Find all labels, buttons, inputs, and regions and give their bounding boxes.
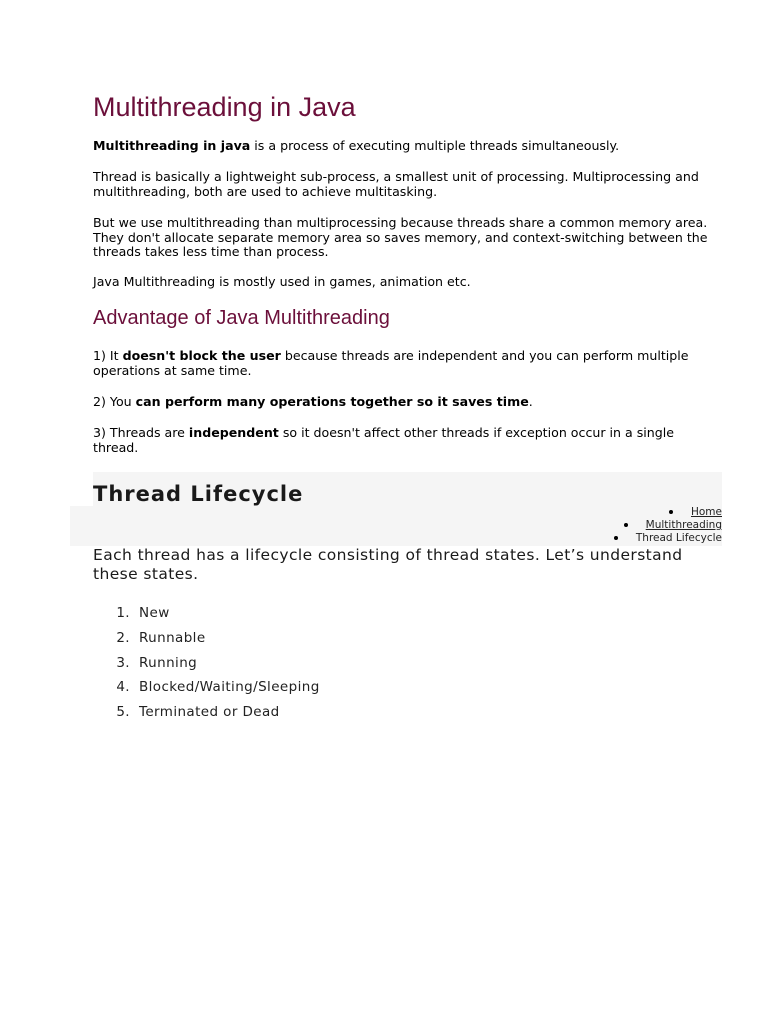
list-item-number: 5.: [116, 704, 130, 721]
bullet-icon: [624, 523, 628, 527]
list-item-label: Runnable: [139, 629, 206, 646]
advantage-item-3-pre: 3) Threads are: [93, 425, 189, 440]
advantage-item-3-bold: independent: [188, 425, 279, 440]
list-item-label: New: [139, 605, 170, 621]
list-item-number: 3.: [116, 654, 130, 671]
advantage-item-1-pre: 1) It: [93, 348, 123, 363]
list-item: [93, 675, 320, 700]
advantage-item-2-post: .: [528, 394, 533, 409]
advantage-item-2: [93, 395, 723, 410]
lifecycle-intro: Each thread has a lifecycle consisting of thread states. Let’s understand these states.: [93, 546, 683, 583]
breadcrumb-item-home[interactable]: [614, 506, 722, 519]
thread-states-list: [93, 601, 320, 725]
list-item-number: 1.: [116, 605, 130, 621]
intro-paragraph: [93, 139, 723, 154]
list-item-number: 2.: [116, 629, 130, 646]
breadcrumb: [614, 506, 722, 545]
list-item-label: Running: [139, 654, 198, 671]
advantage-item-2-pre: 2) You: [93, 394, 136, 409]
breadcrumb-link-multithreading[interactable]: Multithreading: [645, 519, 722, 531]
advantage-item-1-bold: doesn't block the user: [122, 348, 281, 363]
advantage-item-3-post: so it doesn't affect other threads if exception occur in a single thread.: [93, 425, 675, 455]
breadcrumb-item-multithreading[interactable]: [614, 519, 722, 532]
intro-rest: is a process of executing multiple threads simultaneously.: [250, 138, 620, 153]
list-item-number: 4.: [116, 679, 130, 696]
list-item: [93, 626, 320, 651]
intro-bold: Multithreading in java: [93, 138, 251, 153]
advantage-item-2-bold: can perform many operations together so it saves time: [135, 394, 529, 409]
page-title: Multithreading in Java: [93, 92, 356, 122]
list-item: [93, 651, 320, 676]
paragraph-memory: But we use multithreading than multiprocessing because threads share a common memory area. They don't allocate separate memory area so saves memory, and context-switching between the threads takes less time than process.: [93, 215, 708, 259]
breadcrumb-item-current: [614, 532, 722, 545]
list-item-label: Blocked/Waiting/Sleeping: [139, 679, 320, 696]
lifecycle-title: Thread Lifecycle: [93, 482, 304, 506]
paragraph-thread-definition: Thread is basically a lightweight sub-process, a smallest unit of processing. Multiprocessing and multithreading, both are used to achieve multitasking.: [93, 169, 699, 199]
paragraph-usage: Java Multithreading is mostly used in games, animation etc.: [93, 274, 471, 289]
list-item: [93, 700, 320, 725]
breadcrumb-link-home[interactable]: Home: [690, 506, 722, 518]
advantage-item-1-post: because threads are independent and you can perform multiple operations at same time.: [93, 348, 689, 378]
advantage-heading: Advantage of Java Multithreading: [93, 307, 390, 329]
breadcrumb-current-label: Thread Lifecycle: [635, 532, 722, 544]
list-item-label: Terminated or Dead: [139, 704, 280, 721]
list-item: [93, 601, 320, 626]
bullet-icon: [614, 536, 618, 540]
bullet-icon: [669, 510, 673, 514]
advantage-item-3: [93, 426, 723, 455]
advantage-item-1: [93, 349, 723, 378]
